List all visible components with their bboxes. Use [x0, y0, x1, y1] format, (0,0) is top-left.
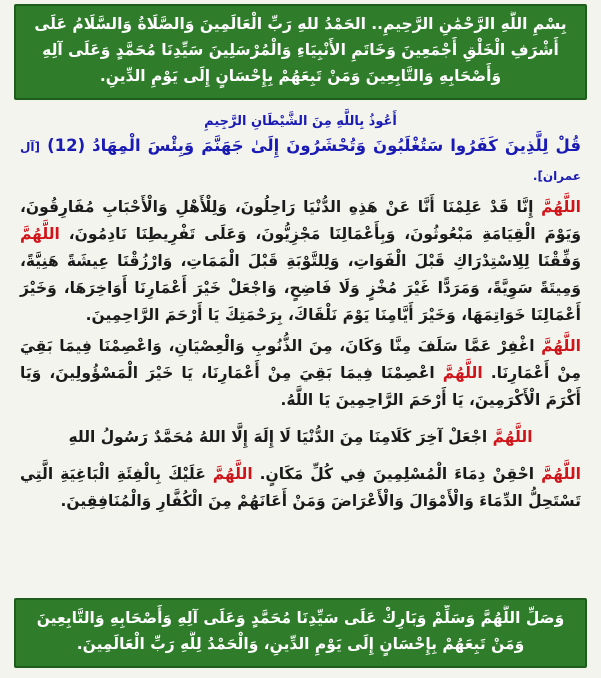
dua-2-part-1: اغْفِرْ عَمَّا سَلَفَ مِنَّا وَكَانَ، مِنَ الذُّنُوبِ وَالْعِصْيَانِ، وَاعْصِمْنَا فِيمَا بَقِيَ مِنْ أَعْمَارِنَا. — [20, 337, 581, 382]
quran-verse — [14, 132, 587, 190]
allahumma-label: اللَّهُمَّ — [492, 428, 533, 446]
allahumma-label: اللَّهُمَّ — [541, 465, 581, 483]
verse-reference: [آل عمران]. — [20, 140, 581, 183]
top-banner-line-3: وَأَصْحَابِهِ وَالتَّابِعِينَ وَمَنْ تَبِعَهُمْ بِإِحْسَانٍ إِلَى يَوْمِ الدِّينِ. — [99, 67, 502, 85]
top-banner-line-1: بِسْمِ اللَّهِ الرَّحْمَٰنِ الرَّحِيمِ.. الحَمْدُ للهِ رَبِّ الْعَالَمِينَ وَالصَّلَاةُ وَالسَّلَامُ عَلَى — [34, 15, 567, 33]
dua-paragraph-3 — [14, 424, 587, 451]
dua-4-part-2: عَلَيْكَ بِالْفِئَةِ الْبَاغِيَةِ الَّتِي تَسْتَحِلُّ الدِّمَاءَ وَالْأَمْوَالَ وَالْأَعْرَاضَ وَمَنْ أَعَانَهُمْ مِنَ الْكُفَّارِ وَالْمُنَافِقِينَ. — [20, 465, 581, 510]
bottom-banner — [14, 598, 587, 668]
allahumma-label: اللَّهُمَّ — [442, 364, 483, 382]
bottom-banner-line-2: وَمَنْ تَبِعَهُمْ بِإِحْسَانٍ إِلَى يَوْمِ الدِّينِ، وَالْحَمْدُ لِلَّهِ رَبِّ الْعَالَمِينَ. — [76, 635, 525, 653]
top-banner — [14, 4, 587, 100]
dua-1-part-1: إِنَّا قَدْ عَلِمْنَا أَنَّا عَنْ هَذِهِ الدُّنْيَا رَاحِلُونَ، وَلِلْأَهْلِ وَالْأَحْبَابِ مُفَارِقُونَ، وَيَوْمَ الْقِيَامَةِ مَبْعُوثُونَ، وَبِأَعْمَالِنَا مَجْزِيُّونَ، وَعَلَى تَفْرِيطِنَا نَادِمُونَ، — [20, 198, 581, 243]
verse-text: قُلْ لِلَّذِينَ كَفَرُوا سَتُغْلَبُونَ وَتُحْشَرُونَ إِلَىٰ جَهَنَّمَ وَبِئْسَ الْمِهَادُ (12) — [47, 136, 581, 155]
bottom-banner-line-1: وَصَلِّ اللَّهُمَّ وَسَلِّمْ وَبَارِكْ عَلَى سَيِّدِنَا مُحَمَّدٍ وَعَلَى آلِهِ وَأَصْحَابِهِ وَالتَّابِعِينَ — [36, 609, 565, 627]
spacer — [14, 414, 587, 420]
allahumma-label: اللَّهُمَّ — [541, 198, 581, 216]
dua-paragraph-4 — [14, 461, 587, 515]
dua-paragraph-2 — [14, 333, 587, 414]
dua-paragraph-1 — [14, 194, 587, 329]
allahumma-label: اللَّهُمَّ — [541, 337, 581, 355]
dua-1-part-2: وَفِّقْنَا لِلِاسْتِدْرَاكِ قَبْلَ الْفَوَاتِ، وَلِلتَّوْبَةِ قَبْلَ الْمَمَاتِ، وَارْزُقْنَا عِيشَةً هَنِيَّةً، وَمِيتَةً سَوِيَّةً، وَمَرَدًّا غَيْرَ مُخْزٍ وَلَا فَاضِحٍ، وَاجْعَلْ خَيْرَ أَعْمَارِنَا أَوَاخِرَهَا، وَخَيْرَ أَعْمَالِنَا خَوَاتِمَهَا، وَخَيْرَ أَيَّامِنَا يَوْمَ نَلْقَاكَ، بِرَحْمَتِكَ يَا أَرْحَمَ الرَّاحِمِينَ. — [20, 252, 581, 324]
main-text — [14, 106, 587, 592]
allahumma-label: اللَّهُمَّ — [212, 465, 253, 483]
istiadha: أَعُوذُ بِاللَّهِ مِنَ الشَّيْطَانِ الرَّجِيمِ — [204, 114, 397, 129]
allahumma-label: اللَّهُمَّ — [20, 225, 60, 243]
dua-3-text: اجْعَلْ آخِرَ كَلَامِنَا مِنَ الدُّنْيَا لَا إِلَهَ إِلَّا اللهُ مُحَمَّدٌ رَسُولُ اللهِ — [68, 428, 488, 446]
spacer — [14, 451, 587, 457]
dua-2-part-2: اعْصِمْنَا فِيمَا بَقِيَ مِنْ أَعْمَارِنَا، يَا خَيْرَ الْمَسْؤُولِينَ، وَيَا أَكْرَمَ الْأَكْرَمِينَ، يَا أَرْحَمَ الرَّاحِمِينَ يَا اللَّهُ. — [20, 364, 581, 409]
dua-4-part-1: احْقِنْ دِمَاءَ الْمُسْلِمِينَ فِي كُلِّ مَكَانٍ. — [259, 465, 535, 483]
top-banner-line-2: أَشْرَفِ الْخَلْقِ أَجْمَعِينَ وَخَاتَمِ الأَنْبِيَاءِ وَالْمُرْسَلِينَ سَيِّدِنَا مُحَمَّدٍ وَعَلَى آلِهِ — [42, 41, 559, 59]
